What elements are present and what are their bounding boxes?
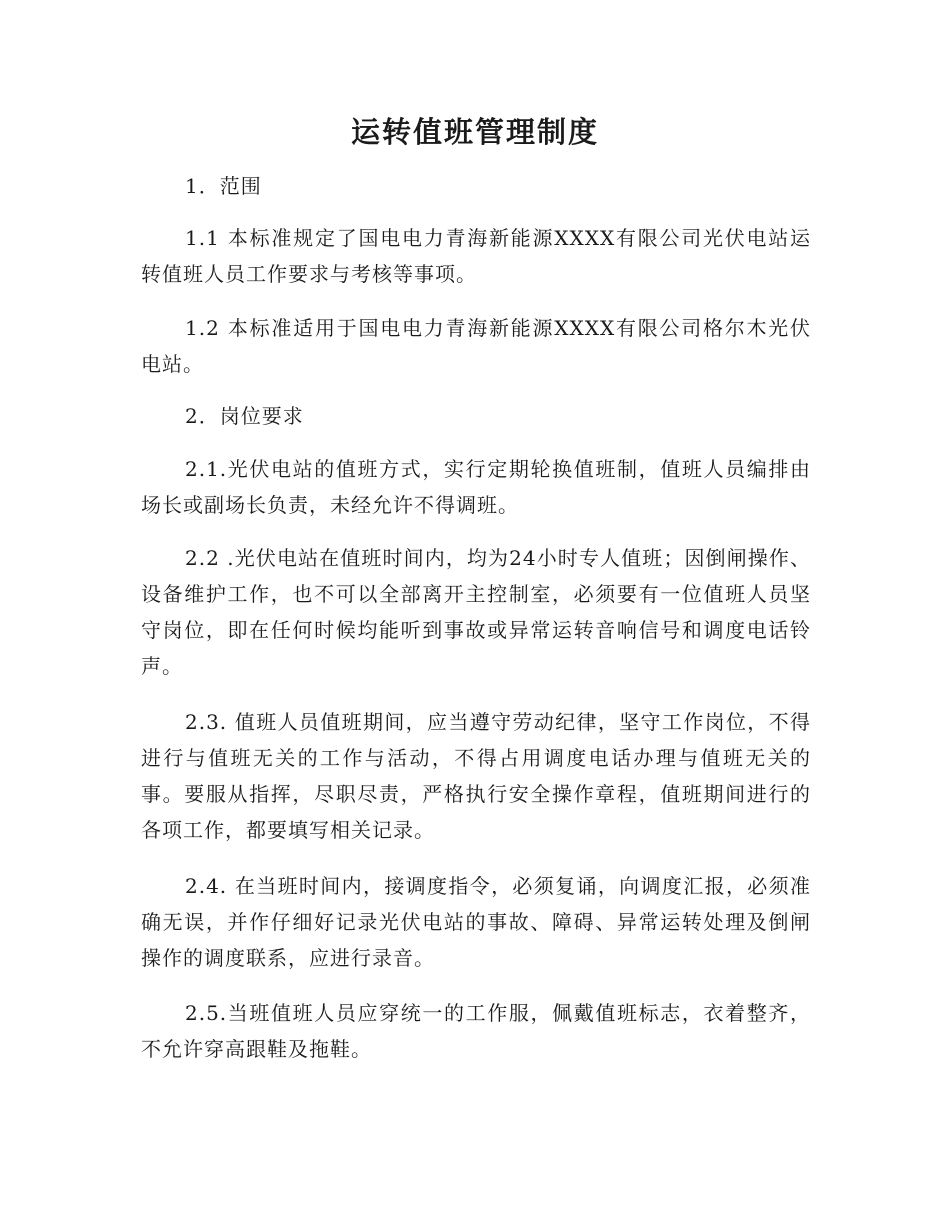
document-title: 运转值班管理制度 (350, 115, 599, 149)
paragraph-2-1: 2.1.光伏电站的值班方式，实行定期轮换值班制，值班人员编排由场长或副场长负责，未经允许不得调班。 (141, 457, 811, 517)
paragraph-2-5: 2.5.当班值班人员应穿统一的工作服，佩戴值班标志，衣着整齐，不允许穿高跟鞋及拖鞋。 (141, 1001, 811, 1061)
paragraph-2-2: 2.2 .光伏电站在值班时间内，均为24小时专人值班；因倒闸操作、设备维护工作，也不可以全部离开主控制室，必须要有一位值班人员坚守岗位，即在任何时候均能听到事故或异常运转音响信号和调度电话铃声。 (141, 546, 811, 678)
section-heading-scope: 1．范围 (185, 174, 262, 198)
section-heading-post-requirements: 2．岗位要求 (185, 404, 304, 428)
paragraph-2-3: 2.3. 值班人员值班期间，应当遵守劳动纪律，坚守工作岗位，不得进行与值班无关的工作与活动，不得占用调度电话办理与值班无关的事。要服从指挥，尽职尽责，严格执行安全操作章程，值班期间进行的各项工作，都要填写相关记录。 (141, 710, 811, 842)
paragraph-2-4: 2.4. 在当班时间内，接调度指令，必须复诵，向调度汇报，必须准确无误，并作仔细好记录光伏电站的事故、障碍、异常运转处理及倒闸操作的调度联系，应进行录音。 (141, 874, 811, 970)
paragraph-1-2: 1.2 本标准适用于国电电力青海新能源XXXX有限公司格尔木光伏电站。 (141, 316, 811, 376)
paragraph-1-1: 1.1 本标准规定了国电电力青海新能源XXXX有限公司光伏电站运转值班人员工作要求与考核等事项。 (141, 226, 811, 286)
